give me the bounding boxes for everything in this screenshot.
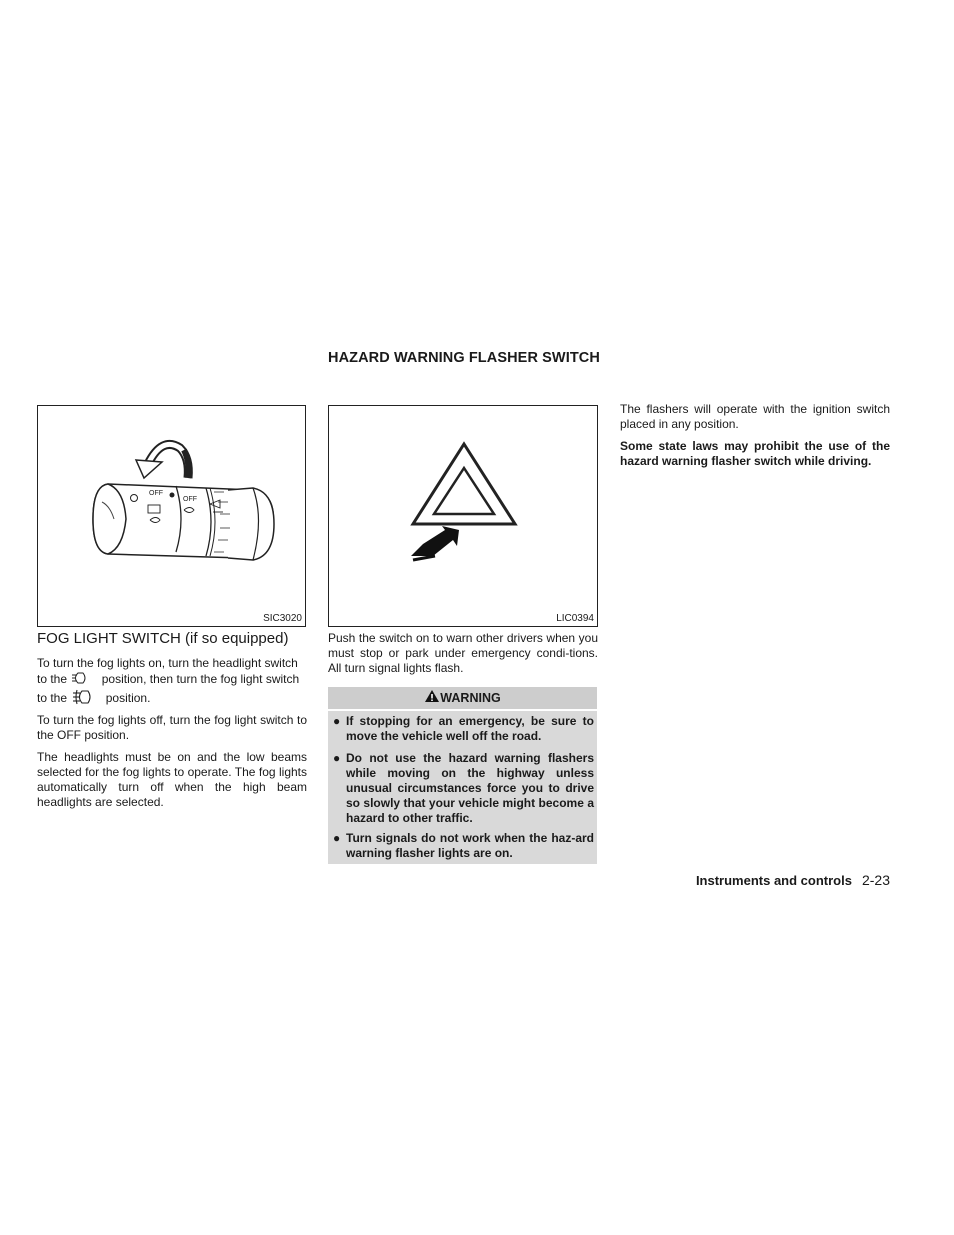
bullet-dot: ●	[333, 831, 341, 845]
fog-on-instructions	[37, 656, 307, 709]
fog-on-text-1: To turn the fog lights on, turn the headlight switch to the	[37, 656, 298, 687]
fog-off-paragraph: To turn the fog lights off, turn the fog light switch to the OFF position.	[37, 713, 307, 742]
fog-light-icon	[70, 689, 102, 709]
footer-section-name: Instruments and controls	[695, 873, 852, 888]
fog-requirements-paragraph: The headlights must be on and the low beams selected for the fog lights to operate. The fog lights automatically turn off when the high beam headlights are selected.	[37, 750, 307, 809]
fog-light-switch-illustration	[38, 406, 305, 626]
page-number: 2-23	[861, 872, 890, 888]
hazard-switch-figure	[328, 405, 598, 627]
figure-label-lic0394: LIC0394	[556, 613, 594, 624]
hazard-triangle-illustration	[329, 406, 597, 626]
fog-on-text-3: position.	[105, 691, 151, 706]
headlight-low-icon	[70, 671, 98, 689]
warning-bullet-text-2: Do not use the hazard warning flashers while moving on the highway unless unusual circumstances force you to drive so slowly that your vehicle might become a hazard to other traffic.	[346, 751, 594, 825]
state-law-paragraph: Some state laws may prohibit the use of the hazard warning flasher switch while driving.	[620, 439, 890, 468]
warning-bullet-text-1: If stopping for an emergency, be sure to move the vehicle well off the road.	[346, 714, 594, 743]
warning-bullet-text-3: Turn signals do not work when the haz-ard warning flasher lights are on.	[346, 831, 594, 860]
flasher-operation-paragraph: The flashers will operate with the ignition switch placed in any position.	[620, 402, 890, 431]
warning-box	[328, 711, 597, 864]
bullet-dot: ●	[333, 751, 341, 765]
bullet-dot: ●	[333, 714, 341, 728]
switch-off-label-2: OFF	[183, 496, 197, 503]
fog-on-text-2: position, then turn the fog light switch to the	[37, 672, 300, 706]
hazard-intro-paragraph: Push the switch on to warn other drivers when you must stop or park under emergency condi-tions. All turn signal lights flash.	[328, 631, 598, 675]
page-footer	[696, 872, 890, 888]
warning-triangle-icon	[424, 688, 440, 710]
warning-title: WARNING	[440, 691, 501, 705]
fog-light-switch-heading: FOG LIGHT SWITCH (if so equipped)	[37, 630, 289, 647]
fog-light-switch-figure	[37, 405, 306, 627]
switch-off-label-1: OFF	[149, 490, 163, 497]
warning-header	[328, 687, 597, 709]
figure-label-sic3020: SIC3020	[263, 613, 302, 624]
section-title: HAZARD WARNING FLASHER SWITCH	[328, 350, 600, 366]
